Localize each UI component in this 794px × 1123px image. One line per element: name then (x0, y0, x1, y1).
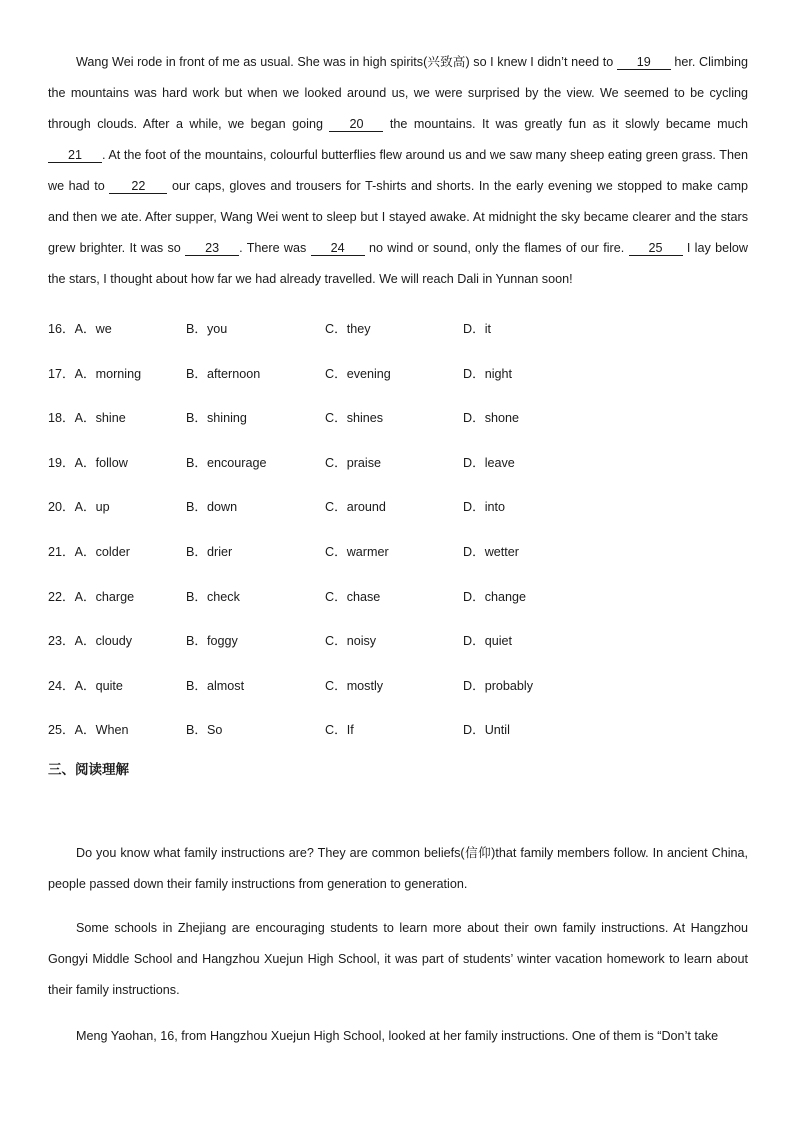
reading-paragraph-2 (48, 913, 748, 1006)
option-b[interactable]: B．shining (186, 411, 247, 426)
option-d[interactable]: D．into (463, 500, 505, 515)
blank-24: 24 (311, 241, 365, 256)
passage-text: the mountains. It was greatly fun as it slowly became much (383, 117, 748, 131)
question-19 (48, 448, 748, 493)
option-c[interactable]: C．chase (325, 589, 381, 604)
question-21 (48, 537, 748, 582)
option-a[interactable]: 17．A．morning (48, 366, 142, 381)
option-a[interactable]: 25．A．When (48, 723, 129, 738)
option-c[interactable]: C．warmer (325, 544, 389, 559)
section-heading: 三、阅读理解 (48, 762, 129, 777)
question-17 (48, 359, 748, 404)
option-c[interactable]: C．around (325, 500, 386, 515)
option-b[interactable]: B．almost (186, 678, 245, 693)
option-c[interactable]: C．If (325, 723, 354, 738)
blank-21: 21 (48, 148, 102, 163)
option-a[interactable]: 23．A．cloudy (48, 634, 132, 649)
option-a[interactable]: 21．A．colder (48, 544, 130, 559)
option-b[interactable]: B．So (186, 723, 223, 738)
question-options (48, 314, 748, 760)
question-24 (48, 671, 748, 716)
option-a[interactable]: 16．A．we (48, 322, 112, 336)
option-a[interactable]: 24．A．quite (48, 678, 123, 693)
option-d[interactable]: D．leave (463, 455, 515, 470)
reading-paragraph-3 (48, 1021, 748, 1052)
reading-paragraph-1 (48, 838, 748, 900)
option-d[interactable]: D．wetter (463, 544, 519, 559)
option-b[interactable]: B．you (186, 322, 228, 336)
passage-text: . There was (239, 241, 311, 255)
passage-text: I lay below the stars, I thought about how far we had already travelled. We will reach Dali in Yunnan soon! (48, 241, 749, 286)
blank-22: 22 (109, 179, 167, 194)
question-20 (48, 492, 748, 537)
blank-19: 19 (617, 55, 671, 70)
option-c[interactable]: C．mostly (325, 678, 384, 693)
option-c[interactable]: C．noisy (325, 634, 377, 649)
option-d[interactable]: D．quiet (463, 634, 512, 649)
option-d[interactable]: D．Until (463, 723, 510, 738)
blank-25: 25 (629, 241, 683, 256)
option-a[interactable]: 19．A．follow (48, 455, 128, 470)
option-d[interactable]: D．it (463, 322, 491, 336)
passage-text: her. Climbing the mountains was hard work but when we looked around us, we were surprised by the view. We seemed to be cycling through clouds. After a while, we began going (48, 55, 748, 131)
option-b[interactable]: B．down (186, 500, 238, 515)
option-c[interactable]: C．they (325, 322, 371, 336)
option-b[interactable]: B．afternoon (186, 366, 261, 381)
passage-text: . At the foot of the mountains, colourful butterflies flew around us and we saw many sheep eating green grass. Then we had to (48, 148, 748, 193)
blank-23: 23 (185, 241, 239, 256)
option-c[interactable]: C．shines (325, 411, 384, 426)
option-d[interactable]: D．night (463, 366, 512, 381)
option-d[interactable]: D．probably (463, 678, 533, 693)
passage-text: Wang Wei rode in front of me as usual. She was in high spirits(兴致高) so I knew I didn’t need to (76, 55, 617, 69)
passage-text: no wind or sound, only the flames of our fire. (364, 241, 629, 255)
question-25 (48, 715, 748, 760)
option-c[interactable]: C．praise (325, 455, 381, 470)
option-d[interactable]: D．change (463, 589, 527, 604)
option-a[interactable]: 18．A．shine (48, 411, 126, 426)
paragraph-text: Some schools in Zhejiang are encouraging students to learn more about their own family instructions. At Hangzhou Gongyi Middle School and Hangzhou Xuejun High School, it was part of students’ winter vacation homework to learn about their family instructions. (48, 921, 748, 997)
option-b[interactable]: B．drier (186, 544, 233, 559)
cloze-passage (48, 47, 748, 295)
question-18 (48, 403, 748, 448)
option-a[interactable]: 22．A．charge (48, 589, 135, 604)
question-16 (48, 314, 748, 359)
question-22 (48, 582, 748, 627)
paragraph-text: Meng Yaohan, 16, from Hangzhou Xuejun High School, looked at her family instructions. One of them is “Don’t take (76, 1029, 719, 1043)
option-d[interactable]: D．shone (463, 411, 520, 426)
option-a[interactable]: 20．A．up (48, 500, 110, 515)
option-b[interactable]: B．check (186, 589, 240, 604)
option-b[interactable]: B．encourage (186, 455, 267, 470)
passage-text: our caps, gloves and trousers for T-shirts and shorts. In the early evening we stopped to make camp and then we ate. After supper, Wang Wei went to sleep but I stayed awake. At midnight the sky became clearer and the stars grew brighter. It was so (48, 179, 748, 255)
option-c[interactable]: C．evening (325, 366, 391, 381)
question-23 (48, 626, 748, 671)
paragraph-text: Do you know what family instructions are? They are common beliefs(信仰)that family members follow. In ancient China, people passed down their family instructions from generation to generation. (48, 846, 748, 891)
option-b[interactable]: B．foggy (186, 634, 238, 649)
blank-20: 20 (329, 117, 383, 132)
